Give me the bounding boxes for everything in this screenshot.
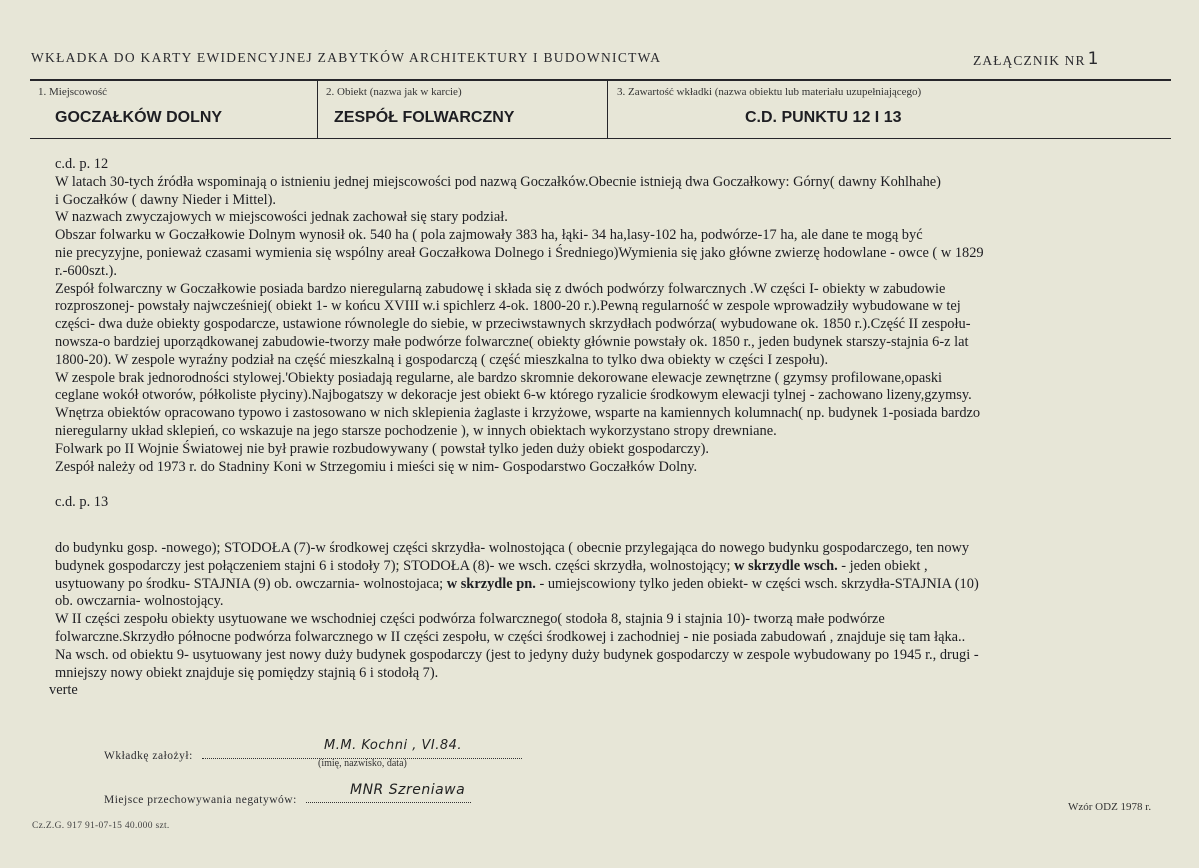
form-title: WKŁADKA DO KARTY EWIDENCYJNEJ ZABYTKÓW ARCHITEKTURY I BUDOWNICTWA: [31, 50, 662, 65]
text-line: ob. owczarnia- wolnostojący.: [55, 593, 224, 610]
insert-author-caption: (imię, nazwisko, data): [318, 758, 407, 769]
attachment-number: 1: [1087, 49, 1099, 69]
text-line: W zespole brak jednorodności stylowej.'Obiekty posiadają regularne, ale bardzo skromnie dekorowane elewacje zewnętrzne ( gzymsy profilowane,opaski: [55, 369, 943, 386]
text-line: Wnętrza obiektów opracowano typowo i zastosowano w nich sklepienia żaglaste i krzyżowe, wsparte na kamiennych kolumnach( np. budynek 1-posiada bardzo: [55, 405, 981, 422]
text-line: [55, 576, 1145, 594]
text-line: Zespół folwarczny w Goczałkowie posiada bardzo nieregularną zabudowę i składa się z dwóch podwórzy folwarcznych .W części I- obiekty w zabudowie: [55, 280, 946, 297]
insert-author-label: Wkładkę założył:: [104, 750, 193, 762]
text-line: Zespół należy od 1973 r. do Stadniny Koni w Strzegomiu i mieści się w nim- Gospodarstwo Goczałków Dolny.: [55, 458, 698, 475]
locality-value: GOCZAŁKÓW DOLNY: [55, 109, 223, 126]
text-line: mniejszy nowy obiekt znajduje się pomiędzy stajnią 6 i stodołą 7).: [55, 664, 439, 681]
form-model-note: Wzór ODZ 1978 r.: [1068, 801, 1152, 813]
text-line: Obszar folwarku w Goczałkowie Dolnym wynosił ok. 540 ha ( pola zajmowały 383 ha, łąki- 34 ha,lasy-102 ha, podwórze-17 ha, ale dane te mogą być: [55, 227, 923, 244]
attachment-label-text: ZAŁĄCZNIK NR: [973, 53, 1086, 68]
text-line: folwarczne.Skrzydło północne podwórza folwarcznego w II części zespołu, w części środkowej i zachodniej - nie posiada zabudowań , znajduje się tam łąka..: [55, 628, 966, 645]
spacer: [55, 476, 1145, 494]
negatives-storage-value: MNR Szreniawa: [350, 782, 466, 798]
text-segment: - jeden obiekt ,: [837, 557, 928, 574]
text-line: do budynku gosp. -nowego); STODOŁA (7)-w środkowej części skrzydła- wolnostojąca ( obecnie przylegająca do nowego budynku gospodarczego, ten nowy: [55, 539, 970, 556]
text-line: nieregularny układ sklepień, co wskazuje na jego starsze pochodzenie ), w innych obiektach wykorzystano stropy drewniane.: [55, 422, 777, 439]
text-segment: budynek gospodarczy jest połączeniem stajni 6 i stodoły 7); STODOŁA (8)- we wsch. części skrzydła, wolnostojący;: [55, 557, 735, 574]
negatives-storage-label: Miejsce przechowywania negatywów:: [104, 794, 297, 806]
cell-divider-2: [607, 81, 608, 138]
content-label: 3. Zawartość wkładki (nazwa obiektu lub materiału uzupełniającego): [617, 86, 922, 98]
text-line: nowsza-o bardziej uporządkowanej zabudowie-tworzy małe podwórze folwarczne( obiekty głównie powstały ok. 1850 r., jeden budynek starszy-stajnia 6-z lat: [55, 333, 969, 350]
text-segment: usytuowany po środku- STAJNIA (9) ob. owczarnia- wolnostojaca;: [55, 575, 447, 592]
text-segment: - umiejscowiony tylko jeden obiekt- w części wsch. skrzydła-STAJNIA (10): [535, 575, 979, 592]
bold-segment: w skrzydle wsch.: [734, 557, 838, 574]
bold-segment: w skrzydle pn.: [446, 575, 536, 592]
header-rule-bottom: [30, 138, 1171, 139]
text-line: 1800-20). W zespole wyraźny podział na część mieszkalną i gospodarczą ( część mieszkalna to tylko dwa obiekty w części I zespołu).: [55, 351, 829, 368]
print-note: Cz.Z.G. 917 91-07-15 40.000 szt.: [32, 821, 170, 831]
text-line: rozproszonej- powstały najwcześniej( obiekt 1- w końcu XVIII w.i spichlerz 4-ok. 1800-20 r.).Pewną regularność w zespole wprowadziły wybudowane w tej: [55, 298, 961, 315]
section-heading-12: c.d. p. 12: [55, 156, 109, 172]
insert-author-value: M.M. Kochni , VI.84.: [324, 738, 463, 753]
section-heading-13: c.d. p. 13: [55, 494, 109, 511]
text-line: r.-600szt.).: [55, 262, 117, 279]
text-line: ceglane wokół otworów, półkoliste płyciny).Najbogatszy w dekoracje jest obiekt 6-w którego ryzalicie środkowym elewacji tylnej - zachowano lizeny,gzymsy.: [55, 387, 972, 404]
text-line: Folwark po II Wojnie Światowej nie był prawie rozbudowywany ( powstał tylko jeden duży obiekt gospodarczy).: [55, 440, 709, 457]
text-line: i Goczałków ( dawny Nieder i Mittel).: [55, 191, 276, 208]
content-value: C.D. PUNKTU 12 I 13: [745, 109, 902, 126]
text-line: W II części zespołu obiekty usytuowane we wschodniej części podwórza folwarcznego( stodoła 8, stajnia 9 i stajnia 10)- tworzą małe podwórze: [55, 611, 885, 628]
text-line: W nazwach zwyczajowych w miejscowości jednak zachował się stary podział.: [55, 209, 508, 226]
body-text: [49, 156, 1145, 700]
verte-note: verte: [49, 682, 78, 699]
spacer: [55, 512, 1145, 540]
text-line: W latach 30-tych źródła wspominają o istnieniu jednej miejscowości pod nazwą Goczałków.Obecnie istnieją dwa Goczałkowy: Górny( dawny Kohlhahe): [55, 173, 941, 190]
text-line: nie precyzyjne, ponieważ czasami wymienia się wspólny areał Goczałkowa Dolnego i Średniego)Wymienia się jako główne zwierzę hodowlane - owce ( w 1829: [55, 244, 984, 261]
object-label: 2. Obiekt (nazwa jak w karcie): [326, 86, 462, 98]
text-line: Na wsch. od obiektu 9- usytuowany jest nowy duży budynek gospodarczy (jest to jedyny duży budynek gospodarczy w zespole wybudowany po 1945 r., drugi -: [55, 646, 979, 663]
attachment-label: [973, 50, 1098, 70]
object-value: ZESPÓŁ FOLWARCZNY: [334, 109, 515, 126]
header-rule-top: [30, 79, 1171, 81]
text-line: [55, 558, 1145, 576]
cell-divider-1: [317, 81, 318, 138]
text-line: części- dwa duże obiekty gospodarcze, ustawione równolegle do siebie, w przeciwstawnych skrzydłach podwórza( wybudowane ok. 1850 r.).Część II zespołu-: [55, 316, 971, 333]
locality-label: 1. Miejscowość: [38, 86, 108, 98]
